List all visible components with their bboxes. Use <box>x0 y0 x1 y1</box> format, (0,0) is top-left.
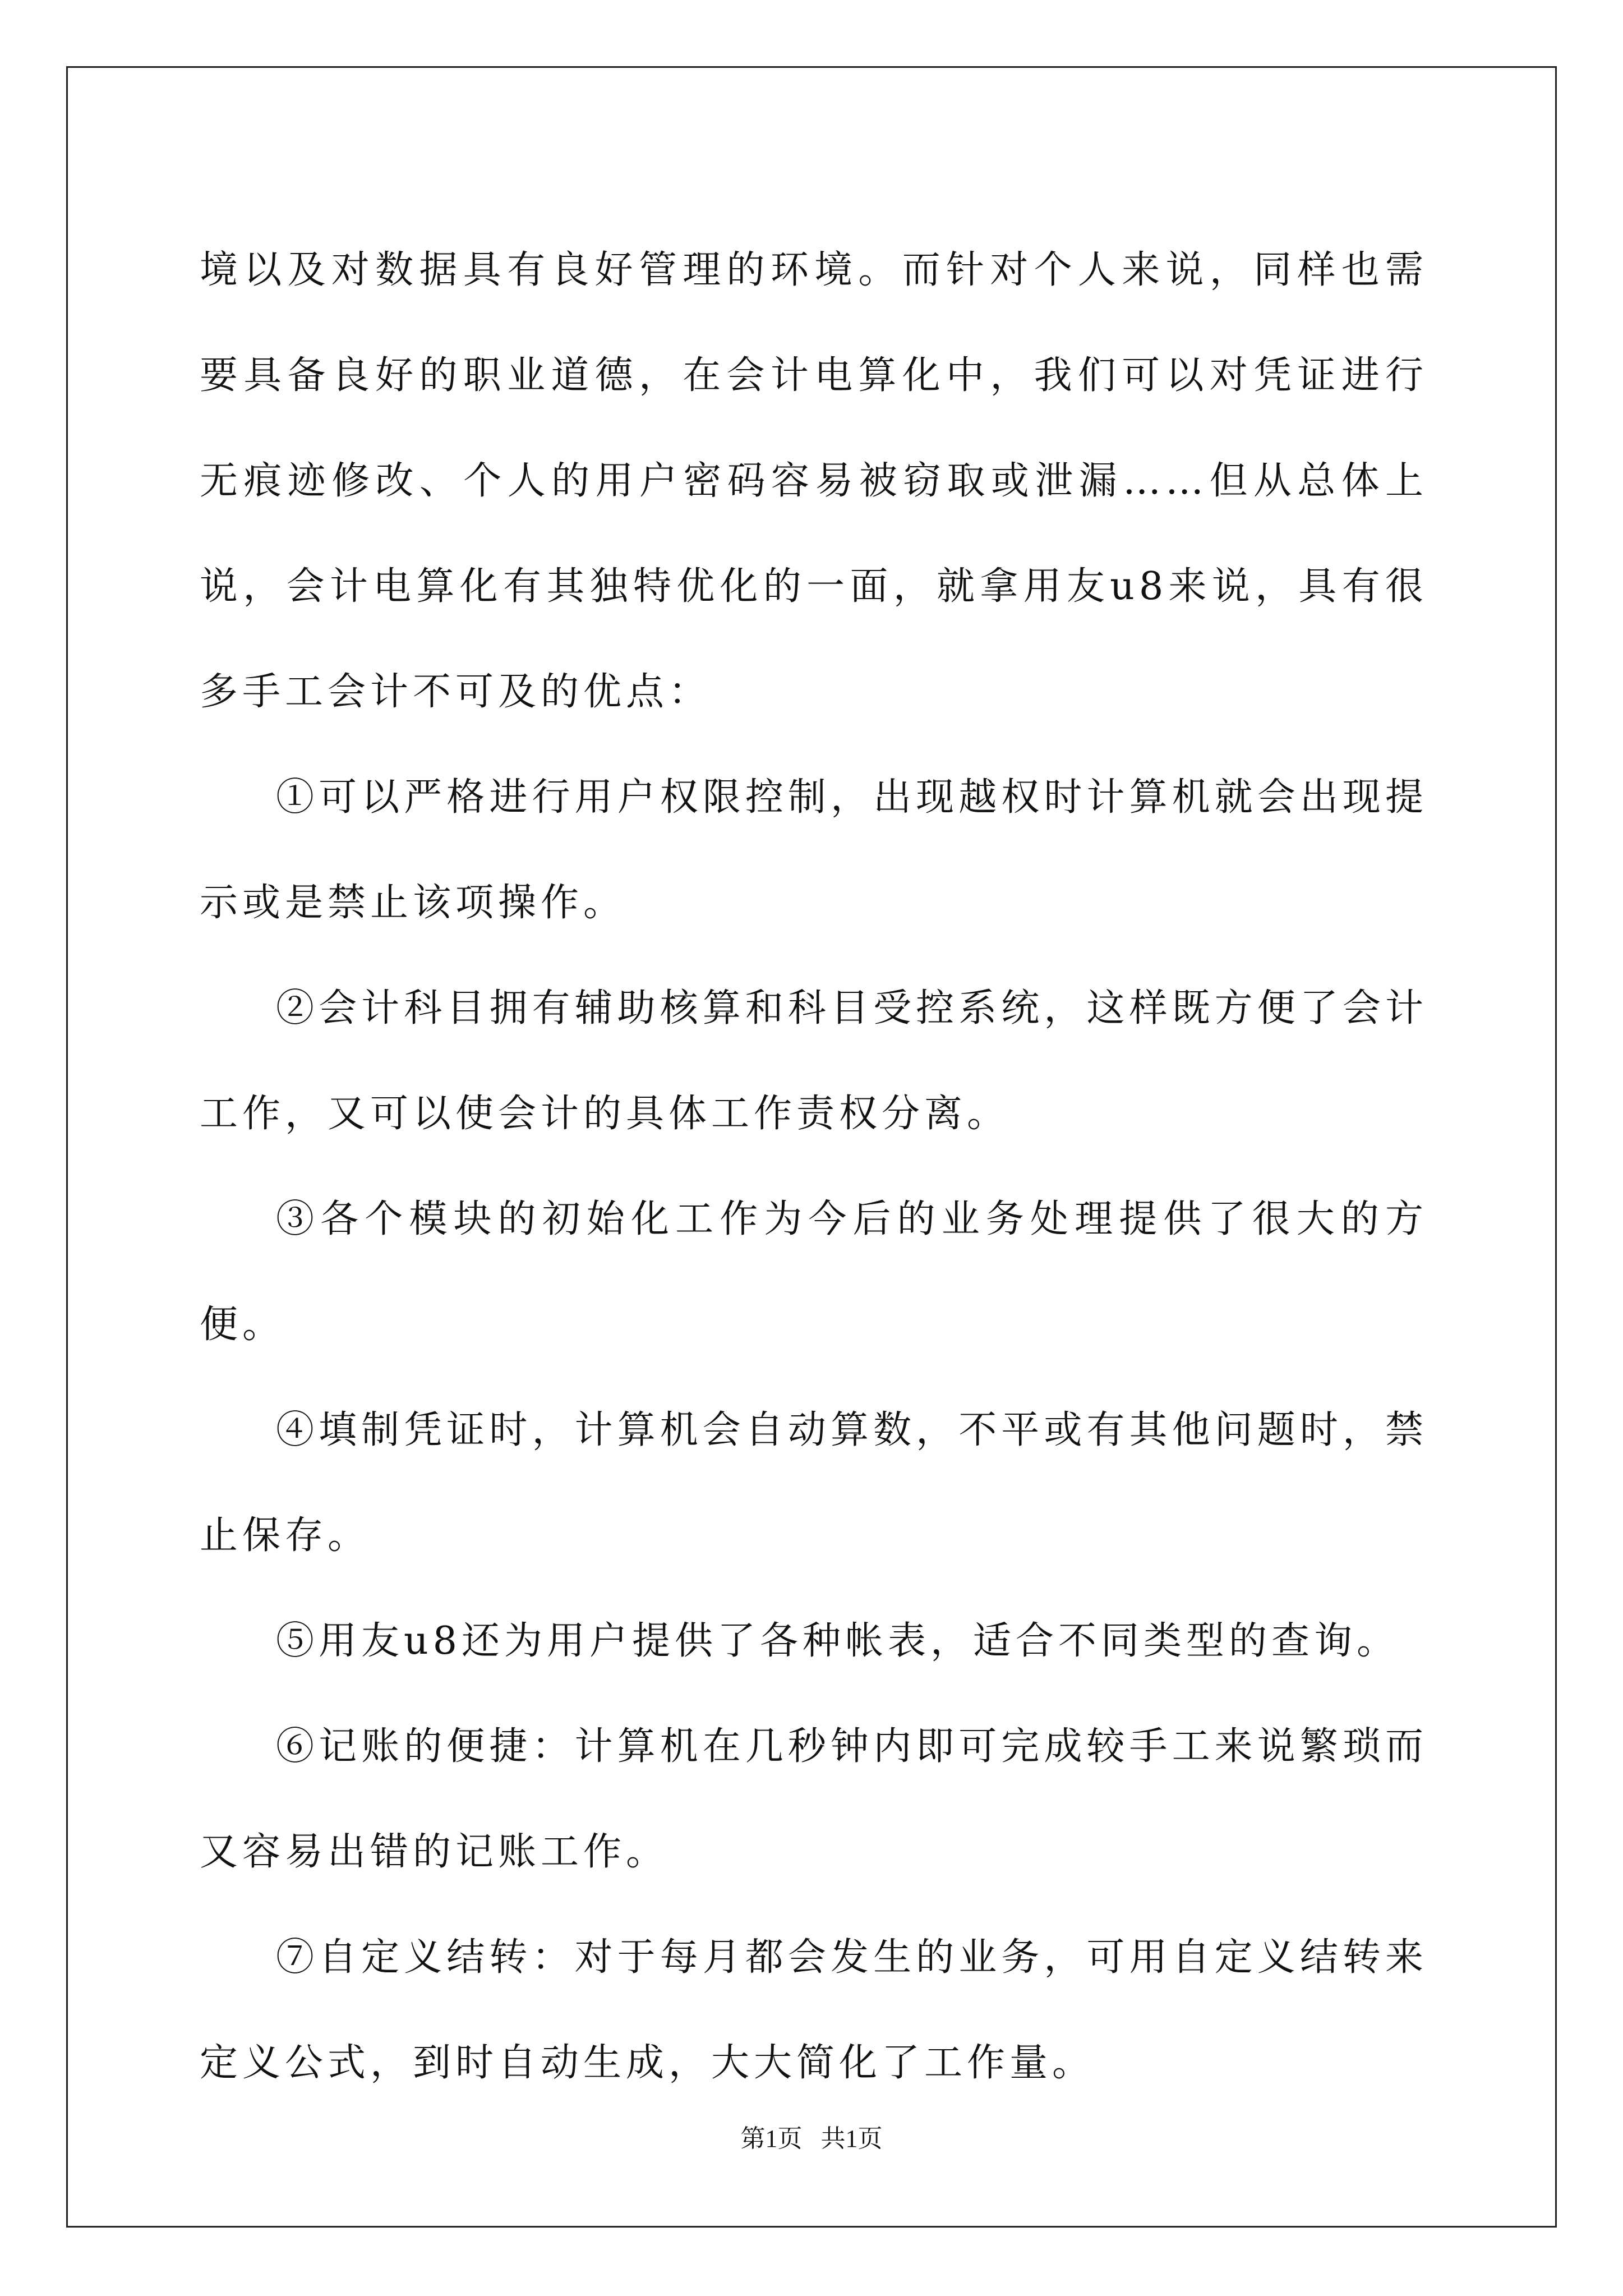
document-body <box>200 218 1428 2116</box>
paragraph-intro: 境以及对数据具有良好管理的环境。而针对个人来说，同样也需要具备良好的职业道德，在会计电算化中，我们可以对凭证进行无痕迹修改、个人的用户密码容易被窃取或泄漏……但从总体上说，会计电算化有其独特优化的一面，就拿用友u8来说，具有很多手工会计不可及的优点： <box>200 248 1428 714</box>
paragraph-item-2: ②会计科目拥有辅助核算和科目受控系统，这样既方便了会计工作，又可以使会计的具体工作责权分离。 <box>200 986 1428 1136</box>
paragraph-item-4: ④填制凭证时，计算机会自动算数，不平或有其他问题时，禁止保存。 <box>200 1408 1428 1558</box>
page-number-footer: 第1页 共1页 <box>740 2125 883 2152</box>
paragraph-item-1: ①可以严格进行用户权限控制，出现越权时计算机就会出现提示或是禁止该项操作。 <box>200 775 1428 925</box>
paragraph-item-7: ⑦自定义结转：对于每月都会发生的业务，可用自定义结转来定义公式，到时自动生成，大大简化了工作量。 <box>200 1935 1428 2085</box>
paragraph-item-5: ⑤用友u8还为用户提供了各种帐表，适合不同类型的查询。 <box>276 1619 1400 1663</box>
paragraph-item-3: ③各个模块的初始化工作为今后的业务处理提供了很大的方便。 <box>200 1197 1428 1347</box>
paragraph-item-6: ⑥记账的便捷：计算机在几秒钟内即可完成较手工来说繁琐而又容易出错的记账工作。 <box>200 1724 1428 1874</box>
